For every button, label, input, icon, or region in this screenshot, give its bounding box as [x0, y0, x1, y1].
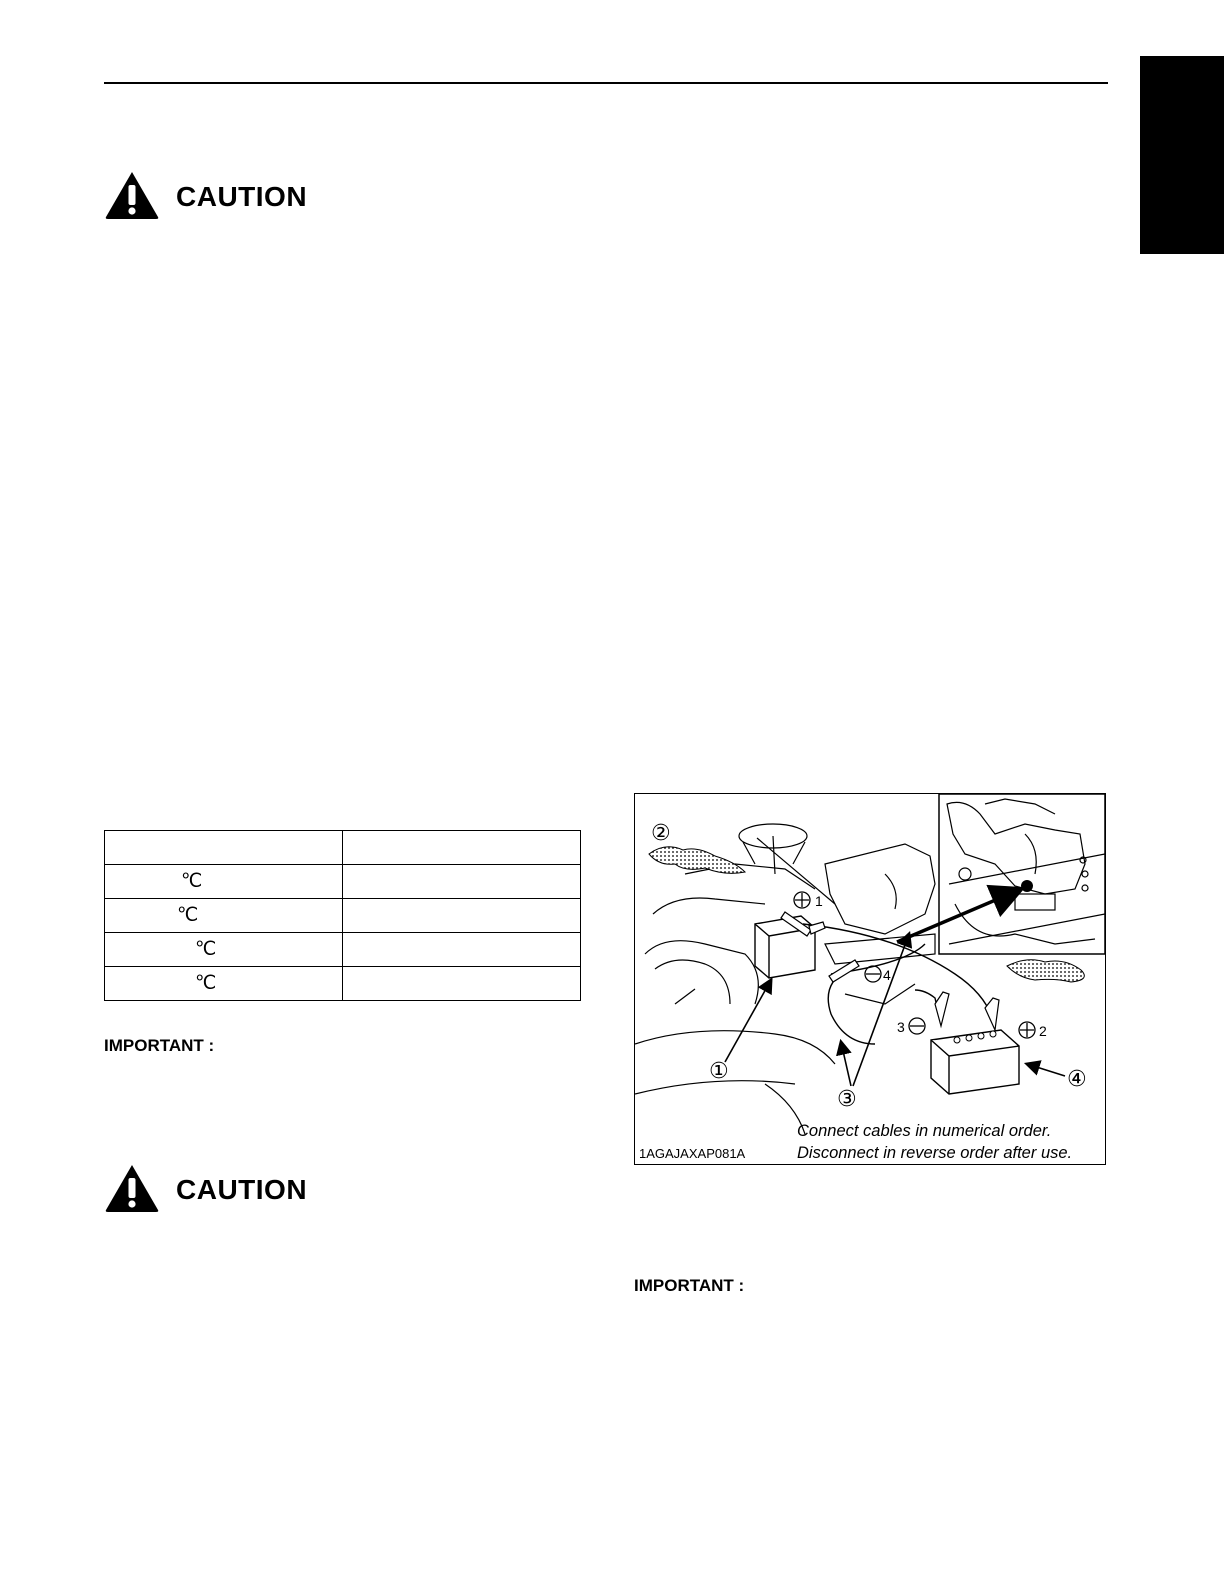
- table-cell: [105, 899, 343, 933]
- warning-triangle-icon: [104, 170, 160, 220]
- caution-heading-top: [104, 170, 307, 220]
- table-header-cell: [105, 831, 343, 865]
- table-cell: [343, 967, 581, 1001]
- callout-4: ④: [1067, 1067, 1087, 1092]
- table-header-cell: [343, 831, 581, 865]
- section-tab: [1140, 56, 1224, 254]
- table-cell: [343, 865, 581, 899]
- table-cell: [105, 865, 343, 899]
- table-row: [105, 933, 581, 967]
- callout-1: ①: [709, 1059, 729, 1084]
- terminal-label-pos1: 1: [815, 893, 823, 909]
- table-row: [105, 865, 581, 899]
- jump-start-illustration: [635, 794, 1105, 1164]
- temperature-table: [104, 830, 581, 1001]
- terminal-label-neg4: 4: [883, 967, 891, 983]
- table-cell: [343, 899, 581, 933]
- table-cell: [105, 967, 343, 1001]
- terminal-label-pos2: 2: [1039, 1023, 1047, 1039]
- temp-unit: ℃: [177, 905, 199, 926]
- header-rule: [104, 82, 1108, 84]
- important-label-left: IMPORTANT :: [104, 1036, 215, 1055]
- temp-unit: ℃: [181, 871, 203, 892]
- table-row: [105, 967, 581, 1001]
- figure-code: 1AGAJAXAP081A: [639, 1146, 746, 1161]
- caution-label: CAUTION: [176, 1174, 308, 1205]
- terminal-label-neg3: 3: [897, 1019, 905, 1035]
- table-row: [105, 899, 581, 933]
- caption-line: Disconnect in reverse order after use.: [797, 1144, 1073, 1162]
- caution-heading-bottom: [104, 1163, 307, 1213]
- table-cell: [343, 933, 581, 967]
- table-header-row: [105, 831, 581, 865]
- temp-unit: ℃: [195, 973, 217, 994]
- important-label-right: IMPORTANT :: [634, 1276, 745, 1295]
- warning-triangle-icon: [104, 1163, 160, 1213]
- callout-3: ③: [837, 1087, 857, 1112]
- jump-start-figure: [634, 793, 1106, 1165]
- temp-unit: ℃: [195, 939, 217, 960]
- figure-caption: [797, 1120, 1072, 1164]
- caption-line: Connect cables in numerical order.: [797, 1122, 1052, 1140]
- caution-label: CAUTION: [176, 181, 308, 212]
- table-cell: [105, 933, 343, 967]
- callout-2: ②: [651, 821, 671, 846]
